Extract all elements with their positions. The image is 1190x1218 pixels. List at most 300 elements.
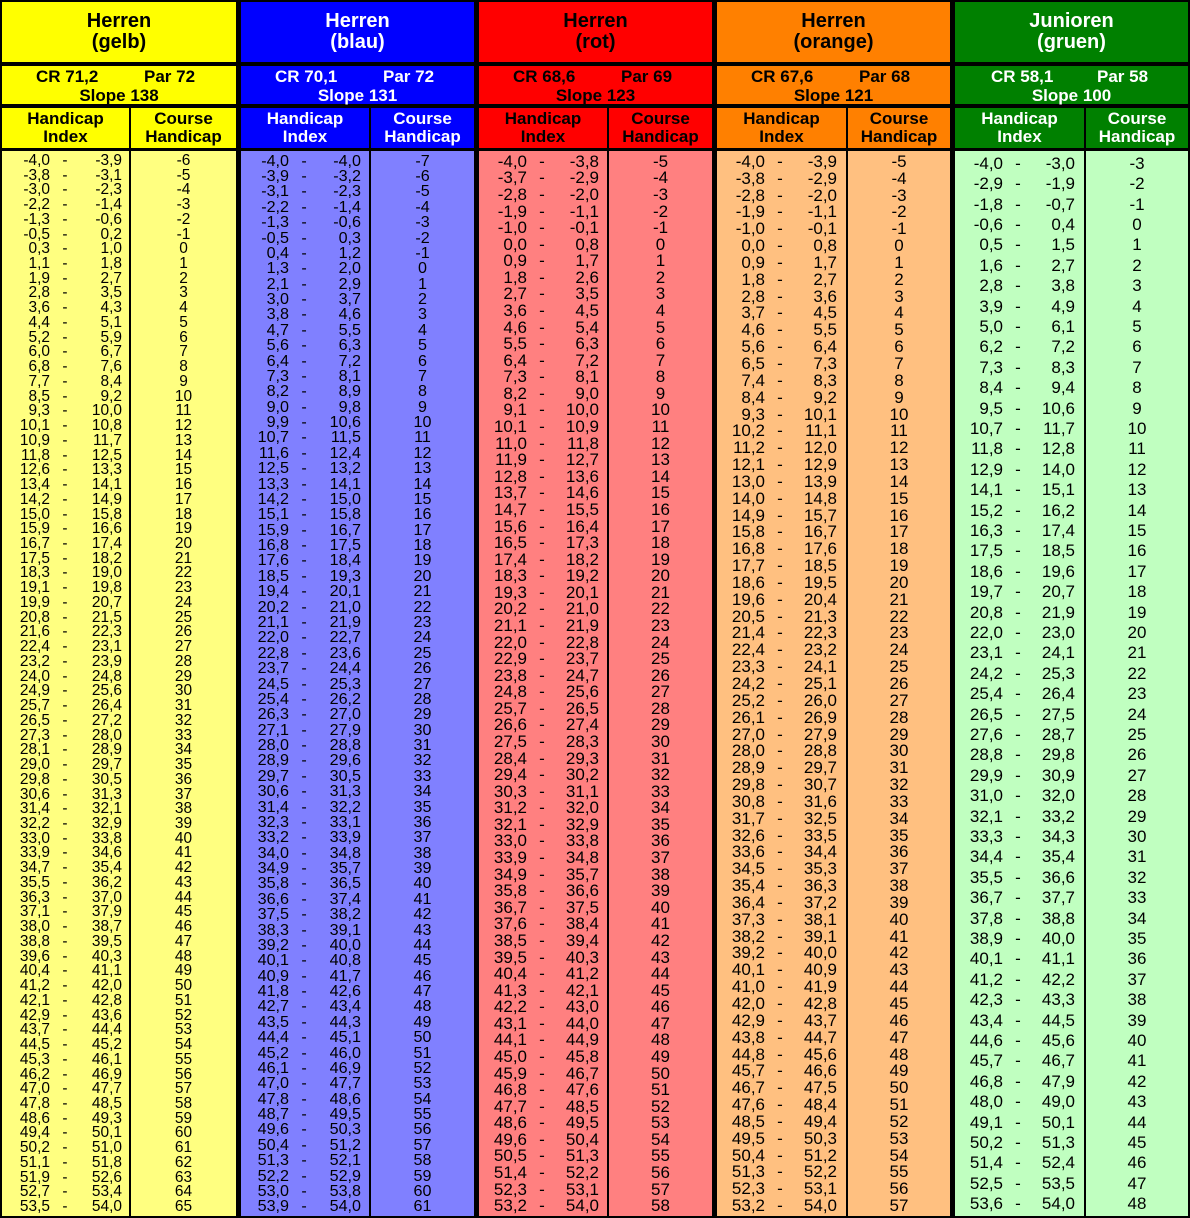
range-from: 27,3 <box>19 726 50 744</box>
range-dash: - <box>777 1044 783 1064</box>
range-dash: - <box>777 539 783 559</box>
table-row <box>717 1113 846 1130</box>
group-title-line1: Herren <box>801 10 866 32</box>
range-to: 44,5 <box>1041 1010 1075 1030</box>
range-from: -3,0 <box>23 181 50 199</box>
range-dash: - <box>539 798 545 818</box>
range-dash: - <box>777 876 783 896</box>
course-handicap-value: 50 <box>651 1063 670 1083</box>
range-to: 31,3 <box>91 785 122 803</box>
range-from: 13,7 <box>493 483 527 503</box>
range-dash: - <box>62 181 68 199</box>
range-from: -4,0 <box>261 151 289 170</box>
range-to: 20,7 <box>1041 582 1075 602</box>
range-from: -1,9 <box>735 202 765 222</box>
table-row <box>717 338 846 355</box>
range-dash: - <box>539 632 545 652</box>
range-to: 11,7 <box>93 431 122 449</box>
course-handicap-value: 25 <box>651 649 670 669</box>
range-to: 0,4 <box>1051 214 1075 234</box>
range-from: 48,6 <box>19 1109 50 1127</box>
range-dash: - <box>301 336 307 355</box>
range-to: 33,8 <box>565 831 599 851</box>
range-to: 19,5 <box>803 572 837 592</box>
course-handicap-value: 5 <box>418 336 427 355</box>
course-handicap-value: 42 <box>651 930 670 950</box>
range-to: -2,0 <box>569 184 599 204</box>
range-to: 48,5 <box>565 1096 599 1116</box>
range-to: -2,0 <box>807 185 837 205</box>
range-from: 18,5 <box>257 566 289 585</box>
table-row <box>717 237 846 254</box>
table-row <box>955 400 1084 417</box>
range-from: 11,6 <box>258 443 289 462</box>
table-row <box>241 1075 369 1091</box>
range-dash: - <box>777 892 783 912</box>
course-handicap-value: 24 <box>413 628 432 647</box>
range-dash: - <box>1015 1194 1021 1214</box>
range-to: 4,6 <box>338 305 361 324</box>
range-to: 10,6 <box>1041 398 1075 418</box>
range-to: 53,4 <box>91 1183 122 1201</box>
range-dash: - <box>777 505 783 525</box>
range-to: 23,7 <box>565 649 599 669</box>
table-row <box>2 1037 129 1052</box>
range-dash: - <box>1015 378 1021 398</box>
range-to: 19,0 <box>91 564 122 582</box>
range-dash: - <box>301 1058 307 1077</box>
range-from: 33,9 <box>493 848 527 868</box>
course-handicap-value: 29 <box>651 715 670 735</box>
range-to: 49,0 <box>1041 1092 1075 1112</box>
range-from: 48,5 <box>731 1111 765 1131</box>
range-dash: - <box>62 1139 68 1157</box>
range-to: 37,9 <box>91 903 122 921</box>
range-from: 44,1 <box>493 1030 527 1050</box>
range-to: 18,4 <box>329 551 361 570</box>
course-handicap-value: 29 <box>1127 806 1147 826</box>
range-to: 46,7 <box>565 1063 599 1083</box>
range-from: 27,5 <box>493 732 527 752</box>
range-to: 26,2 <box>329 689 361 708</box>
range-to: 0,3 <box>338 228 361 247</box>
table-row <box>479 1031 607 1048</box>
range-dash: - <box>62 623 68 641</box>
header-line: Course <box>1107 109 1167 128</box>
range-from: 3,7 <box>741 303 765 323</box>
course-handicap-value: 15 <box>413 489 432 508</box>
range-to: 47,6 <box>565 1080 599 1100</box>
range-dash: - <box>62 652 68 670</box>
course-handicap-value: 26 <box>1127 745 1147 765</box>
course-handicap-value: 0 <box>418 259 427 278</box>
course-handicap-value: 22 <box>1127 663 1147 683</box>
table-row <box>479 1131 607 1148</box>
course-handicap-value: 44 <box>651 964 670 984</box>
course-handicap-value: 19 <box>889 556 909 576</box>
table-row <box>479 783 607 800</box>
course-handicap-value: 24 <box>889 640 909 660</box>
range-from: 22,0 <box>969 622 1003 642</box>
range-to: 13,9 <box>803 471 837 491</box>
range-from: 34,9 <box>493 864 527 884</box>
range-from: -0,5 <box>23 225 50 243</box>
table-row <box>479 634 607 651</box>
range-to: 1,5 <box>1051 235 1075 255</box>
table-row <box>2 757 129 772</box>
table-row <box>2 801 129 816</box>
range-to: 22,8 <box>565 632 599 652</box>
course-handicap-value: 8 <box>894 370 904 390</box>
range-dash: - <box>1015 684 1021 704</box>
course-handicap-value: 22 <box>889 606 909 626</box>
column-group-4 <box>953 0 1190 1218</box>
range-dash: - <box>539 732 545 752</box>
course-handicap-value: 42 <box>889 943 909 963</box>
par-value: Par 69 <box>621 67 673 86</box>
course-handicap-value: 60 <box>174 1124 193 1142</box>
course-handicap-value: -1 <box>652 218 669 238</box>
course-handicap-value: 30 <box>174 682 193 700</box>
range-from: 13,4 <box>19 476 50 494</box>
rating-info <box>955 66 1188 104</box>
course-handicap-value: -1 <box>891 219 907 239</box>
course-rating: CR 70,1 <box>275 67 338 86</box>
course-rating: CR 58,1 <box>991 67 1054 86</box>
range-dash: - <box>777 943 783 963</box>
range-to: 54,0 <box>91 1198 122 1216</box>
range-from: 53,6 <box>969 1194 1003 1214</box>
range-dash: - <box>301 982 307 1001</box>
table-row <box>955 257 1084 274</box>
range-from: 38,9 <box>969 929 1003 949</box>
range-to: 2,6 <box>575 267 599 287</box>
range-dash: - <box>1015 786 1021 806</box>
range-to: 2,7 <box>1051 255 1075 275</box>
range-to: 21,3 <box>803 606 837 626</box>
range-dash: - <box>62 697 68 715</box>
handicap-index-header <box>479 108 607 148</box>
range-dash: - <box>539 433 545 453</box>
range-dash: - <box>62 461 68 479</box>
course-handicap-value: 3 <box>655 284 666 304</box>
range-to: 8,3 <box>1051 357 1075 377</box>
range-dash: - <box>777 993 783 1013</box>
range-dash: - <box>539 930 545 950</box>
course-handicap-value: 35 <box>1127 929 1147 949</box>
range-dash: - <box>62 151 68 169</box>
range-to: 5,4 <box>575 317 599 337</box>
course-handicap-header <box>371 108 474 148</box>
range-from: 28,1 <box>19 741 50 759</box>
course-handicap-value: -6 <box>415 167 430 186</box>
course-handicap-value: 23 <box>651 615 670 635</box>
range-dash: - <box>539 1063 545 1083</box>
table-row <box>955 563 1084 580</box>
range-from: 31,4 <box>19 800 50 818</box>
course-handicap-value: 10 <box>174 387 193 405</box>
table-row <box>479 915 607 932</box>
course-handicap-value: 25 <box>174 608 193 626</box>
range-to: 11,5 <box>330 428 361 447</box>
range-from: 33,2 <box>257 828 289 847</box>
table-row <box>479 468 607 485</box>
range-to: 40,3 <box>91 947 122 965</box>
table-row <box>479 766 607 783</box>
range-dash: - <box>301 167 307 186</box>
range-dash: - <box>62 505 68 523</box>
table-row <box>717 860 846 877</box>
table-row <box>479 683 607 700</box>
course-handicap-value: 6 <box>179 328 188 346</box>
range-to: 8,9 <box>338 382 361 401</box>
table-row <box>479 302 607 319</box>
course-handicap-value: 8 <box>179 358 188 376</box>
course-handicap-value: 46 <box>889 1010 909 1030</box>
range-to: 14,1 <box>329 474 361 493</box>
range-from: 24,2 <box>731 674 765 693</box>
range-dash: - <box>62 210 68 228</box>
course-handicap-value: 9 <box>1132 398 1142 418</box>
course-handicap-value: -2 <box>415 228 430 247</box>
table-row <box>955 440 1084 457</box>
table-row <box>717 911 846 928</box>
range-dash: - <box>539 184 545 204</box>
range-to: 54,0 <box>565 1196 599 1216</box>
course-handicap-value: 11 <box>651 417 670 437</box>
table-row <box>717 894 846 911</box>
table-row <box>955 665 1084 682</box>
group-title-line1: Junioren <box>1029 10 1114 32</box>
range-to: 28,3 <box>565 732 599 752</box>
range-to: 33,2 <box>1041 806 1075 826</box>
course-handicap-value: 52 <box>651 1096 670 1116</box>
rating-info <box>241 66 474 104</box>
range-from: 30,6 <box>19 785 50 803</box>
course-handicap-value: 57 <box>651 1179 670 1199</box>
range-to: -0,1 <box>569 218 599 238</box>
course-handicap-value: 25 <box>1127 725 1147 744</box>
range-from: 4,6 <box>503 317 527 337</box>
range-dash: - <box>301 182 307 201</box>
table-row <box>955 196 1084 213</box>
table-row <box>2 713 129 728</box>
range-from: 10,2 <box>731 421 765 441</box>
range-from: 29,0 <box>19 756 50 774</box>
table-row <box>479 534 607 551</box>
range-dash: - <box>777 1145 783 1165</box>
course-handicap-value: -5 <box>415 182 430 201</box>
range-from: 30,6 <box>257 782 289 801</box>
course-handicap-value: -2 <box>176 210 191 228</box>
range-dash: - <box>539 682 545 702</box>
range-dash: - <box>301 351 307 370</box>
course-handicap-value: 20 <box>413 566 432 585</box>
range-dash: - <box>62 343 68 361</box>
course-handicap-value: 51 <box>174 991 193 1009</box>
range-to: 42,2 <box>1041 969 1075 989</box>
table-row <box>241 752 369 768</box>
range-dash: - <box>777 926 783 946</box>
range-from: 45,7 <box>731 1061 765 1081</box>
course-handicap-value: 32 <box>651 765 670 785</box>
range-from: 35,5 <box>969 867 1003 887</box>
range-from: -3,7 <box>497 168 527 188</box>
table-row <box>479 667 607 684</box>
range-dash: - <box>301 1012 307 1031</box>
course-handicap-value: 46 <box>174 918 193 936</box>
table-row <box>2 816 129 831</box>
range-to: 42,8 <box>91 991 122 1009</box>
range-to: 50,3 <box>803 1128 837 1148</box>
range-dash: - <box>1015 847 1021 867</box>
range-dash: - <box>301 582 307 601</box>
course-handicap-column <box>609 151 712 1216</box>
course-handicap-value: 61 <box>413 1197 432 1216</box>
range-dash: - <box>1015 1071 1021 1091</box>
course-handicap-value: 30 <box>1127 827 1147 847</box>
course-handicap-value: 39 <box>651 881 670 901</box>
range-dash: - <box>301 720 307 739</box>
course-handicap-value: 22 <box>651 599 670 619</box>
course-handicap-value: 4 <box>1132 296 1142 316</box>
range-from: 48,6 <box>493 1113 527 1133</box>
par-value: Par 72 <box>144 67 196 86</box>
range-from: 48,0 <box>969 1092 1003 1112</box>
range-dash: - <box>777 775 783 795</box>
range-to: 2,0 <box>338 259 361 278</box>
course-handicap-value: 6 <box>1132 337 1142 357</box>
range-to: 32,0 <box>1041 786 1075 806</box>
range-from: 28,9 <box>257 751 289 770</box>
course-handicap-value: -1 <box>1129 194 1145 214</box>
table-row <box>241 706 369 722</box>
range-dash: - <box>62 299 68 317</box>
table-row <box>717 827 846 844</box>
table-row <box>955 583 1084 600</box>
course-handicap-value: -5 <box>176 166 191 184</box>
range-from: 46,8 <box>493 1080 527 1100</box>
course-handicap-value: -1 <box>176 225 191 243</box>
range-dash: - <box>539 400 545 420</box>
course-handicap-value: 25 <box>413 643 432 662</box>
range-to: 4,5 <box>575 300 599 320</box>
range-to: 39,1 <box>803 926 837 946</box>
range-dash: - <box>62 490 68 508</box>
range-to: 23,0 <box>1041 622 1075 642</box>
range-to: -0,7 <box>1045 194 1075 214</box>
range-to: 22,7 <box>329 628 361 647</box>
table-row <box>2 1081 129 1096</box>
table-row <box>955 542 1084 559</box>
range-dash: - <box>301 459 307 478</box>
range-dash: - <box>301 213 307 232</box>
table-row <box>717 759 846 776</box>
table-row <box>955 502 1084 519</box>
header-line: Course <box>154 109 213 128</box>
range-dash: - <box>301 1120 307 1139</box>
range-to: 28,7 <box>1041 725 1075 744</box>
course-handicap-value: 54 <box>651 1129 670 1149</box>
range-to: 8,4 <box>100 372 122 390</box>
course-handicap-value: 21 <box>651 582 670 602</box>
course-handicap-value: 31 <box>174 697 193 715</box>
range-dash: - <box>301 951 307 970</box>
range-dash: - <box>777 1128 783 1148</box>
range-from: 6,5 <box>741 354 765 374</box>
range-to: 15,8 <box>91 505 122 523</box>
range-to: 18,5 <box>1041 541 1075 561</box>
range-dash: - <box>777 842 783 862</box>
range-to: 9,8 <box>338 397 361 416</box>
course-handicap-value: 19 <box>1127 602 1147 622</box>
table-row <box>241 829 369 845</box>
range-from: 1,1 <box>28 255 50 273</box>
course-handicap-value: 16 <box>1127 541 1147 561</box>
range-from: 28,8 <box>969 745 1003 765</box>
range-dash: - <box>777 404 783 424</box>
table-row <box>717 675 846 692</box>
table-row <box>955 1093 1084 1110</box>
range-to: 46,0 <box>329 1043 361 1062</box>
table-row <box>479 567 607 584</box>
range-from: 29,4 <box>493 765 527 785</box>
range-from: 13,3 <box>257 474 289 493</box>
course-handicap-value: -3 <box>1129 153 1145 173</box>
range-from: 36,3 <box>19 888 50 906</box>
range-dash: - <box>777 825 783 845</box>
range-dash: - <box>1015 908 1021 928</box>
course-handicap-value: -2 <box>652 201 669 221</box>
range-from: 37,5 <box>257 905 289 924</box>
course-handicap-value: 29 <box>413 705 432 724</box>
range-from: 36,4 <box>731 892 765 912</box>
range-from: -1,8 <box>973 194 1003 214</box>
range-to: 35,4 <box>91 859 122 877</box>
range-from: 47,7 <box>493 1096 527 1116</box>
course-handicap-value: 53 <box>651 1113 670 1133</box>
range-from: 52,3 <box>493 1179 527 1199</box>
course-handicap-value: 46 <box>1127 1153 1147 1173</box>
range-to: -2,9 <box>569 168 599 188</box>
range-from: 18,3 <box>19 564 50 582</box>
range-to: 53,1 <box>565 1179 599 1199</box>
table-row <box>955 828 1084 845</box>
range-from: 19,6 <box>731 589 765 609</box>
course-handicap-value: -2 <box>1129 174 1145 194</box>
range-to: 15,5 <box>565 499 599 519</box>
range-from: 18,6 <box>969 561 1003 581</box>
range-from: 2,8 <box>741 286 765 306</box>
table-row <box>955 767 1084 784</box>
range-from: 53,2 <box>731 1196 765 1216</box>
range-dash: - <box>301 659 307 678</box>
range-to: 6,4 <box>813 337 837 357</box>
table-row <box>479 932 607 949</box>
range-from: -3,9 <box>261 167 289 186</box>
table-row <box>717 624 846 641</box>
range-dash: - <box>539 151 545 171</box>
range-to: 51,2 <box>329 1135 361 1154</box>
course-handicap-value: 4 <box>418 320 427 339</box>
range-dash: - <box>1015 235 1021 255</box>
range-from: 6,0 <box>28 343 50 361</box>
table-row <box>717 1046 846 1063</box>
course-handicap-value: 23 <box>174 579 193 597</box>
course-handicap-value: 30 <box>889 741 909 761</box>
range-to: 33,8 <box>91 829 122 847</box>
table-row <box>955 1134 1084 1151</box>
